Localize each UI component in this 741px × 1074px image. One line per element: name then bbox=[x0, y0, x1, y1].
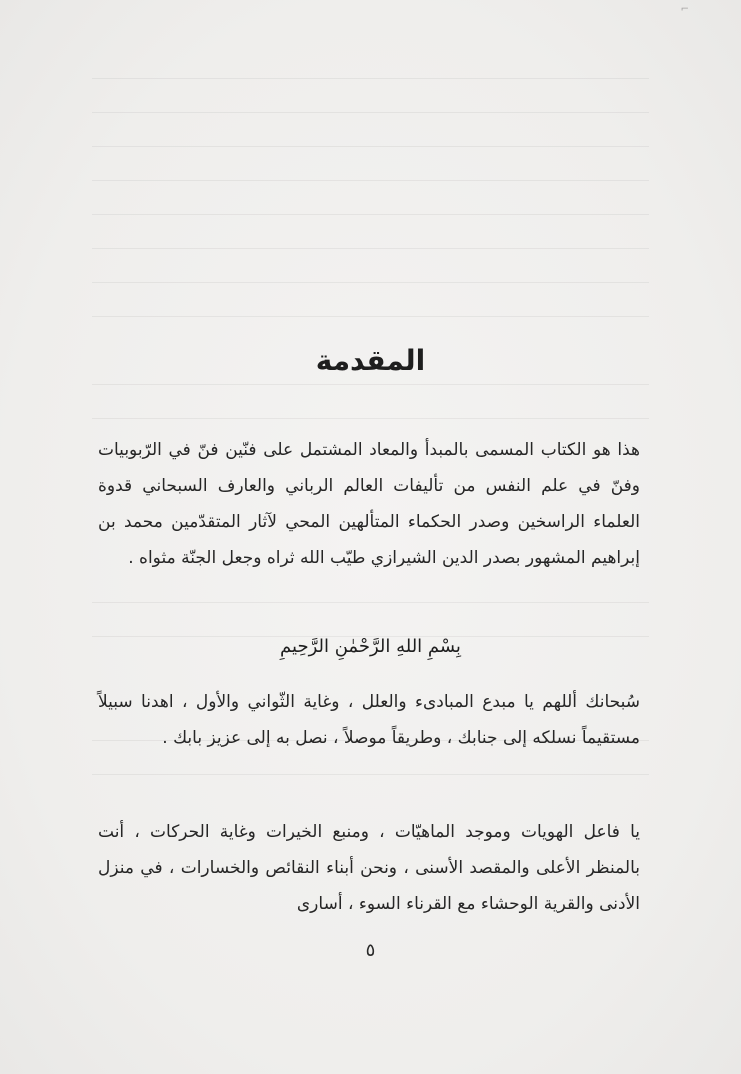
bleed-through-line bbox=[92, 146, 649, 147]
bleed-through-line bbox=[92, 602, 649, 603]
page-number: ٥ bbox=[365, 940, 376, 961]
bleed-through-line bbox=[92, 248, 649, 249]
prayer-paragraph: سُبحانك أللهم يا مبدع المبادىء والعلل ، وغاية الثّواني والأول ، اهدنا سبيلاً مستقيماً نسلكه إلى جنابك ، وطريقاً موصلاً ، نصل به إلى عزيز بابك . bbox=[98, 692, 640, 748]
bleed-through-line bbox=[92, 112, 649, 113]
section-heading: المقدمة bbox=[315, 344, 426, 377]
intro-paragraph: هذا هو الكتاب المسمى بالمبدأ والمعاد المشتمل على فنّين فنّ في الرّبوبيات وفنّ في علم النفس من تأليفات العالم الرباني والعارف السبحاني قدوة العلماء الراسخين وصدر الحكماء المتألهين المحي لآثار المتقدّمين محمد بن إبراهيم المشهور بصدر الدين الشيرازي طيّب الله ثراه وجعل الجنّة مثواه . bbox=[98, 440, 640, 568]
basmala: بِسْمِ اللهِ الرَّحْمٰنِ الرَّحِيمِ bbox=[280, 636, 461, 657]
closing-paragraph: يا فاعل الهويات وموجد الماهيّات ، ومنبع الخيرات وغاية الحركات ، أنت بالمنظر الأعلى والمقصد الأسنى ، ونحن أبناء النقائص والخسارات ، في منزل الأدنى والقرية الوحشاء مع القرناء السوء ، أسارى bbox=[98, 822, 640, 914]
bleed-through-line bbox=[92, 774, 649, 775]
bleed-through-line bbox=[92, 316, 649, 317]
bleed-through-line bbox=[92, 78, 649, 79]
bleed-through-line bbox=[92, 418, 649, 419]
bleed-through-line bbox=[92, 282, 649, 283]
bleed-through-line bbox=[92, 384, 649, 385]
bleed-through-line bbox=[92, 180, 649, 181]
corner-mark: ⌐ bbox=[680, 4, 689, 15]
bleed-through-line bbox=[92, 214, 649, 215]
